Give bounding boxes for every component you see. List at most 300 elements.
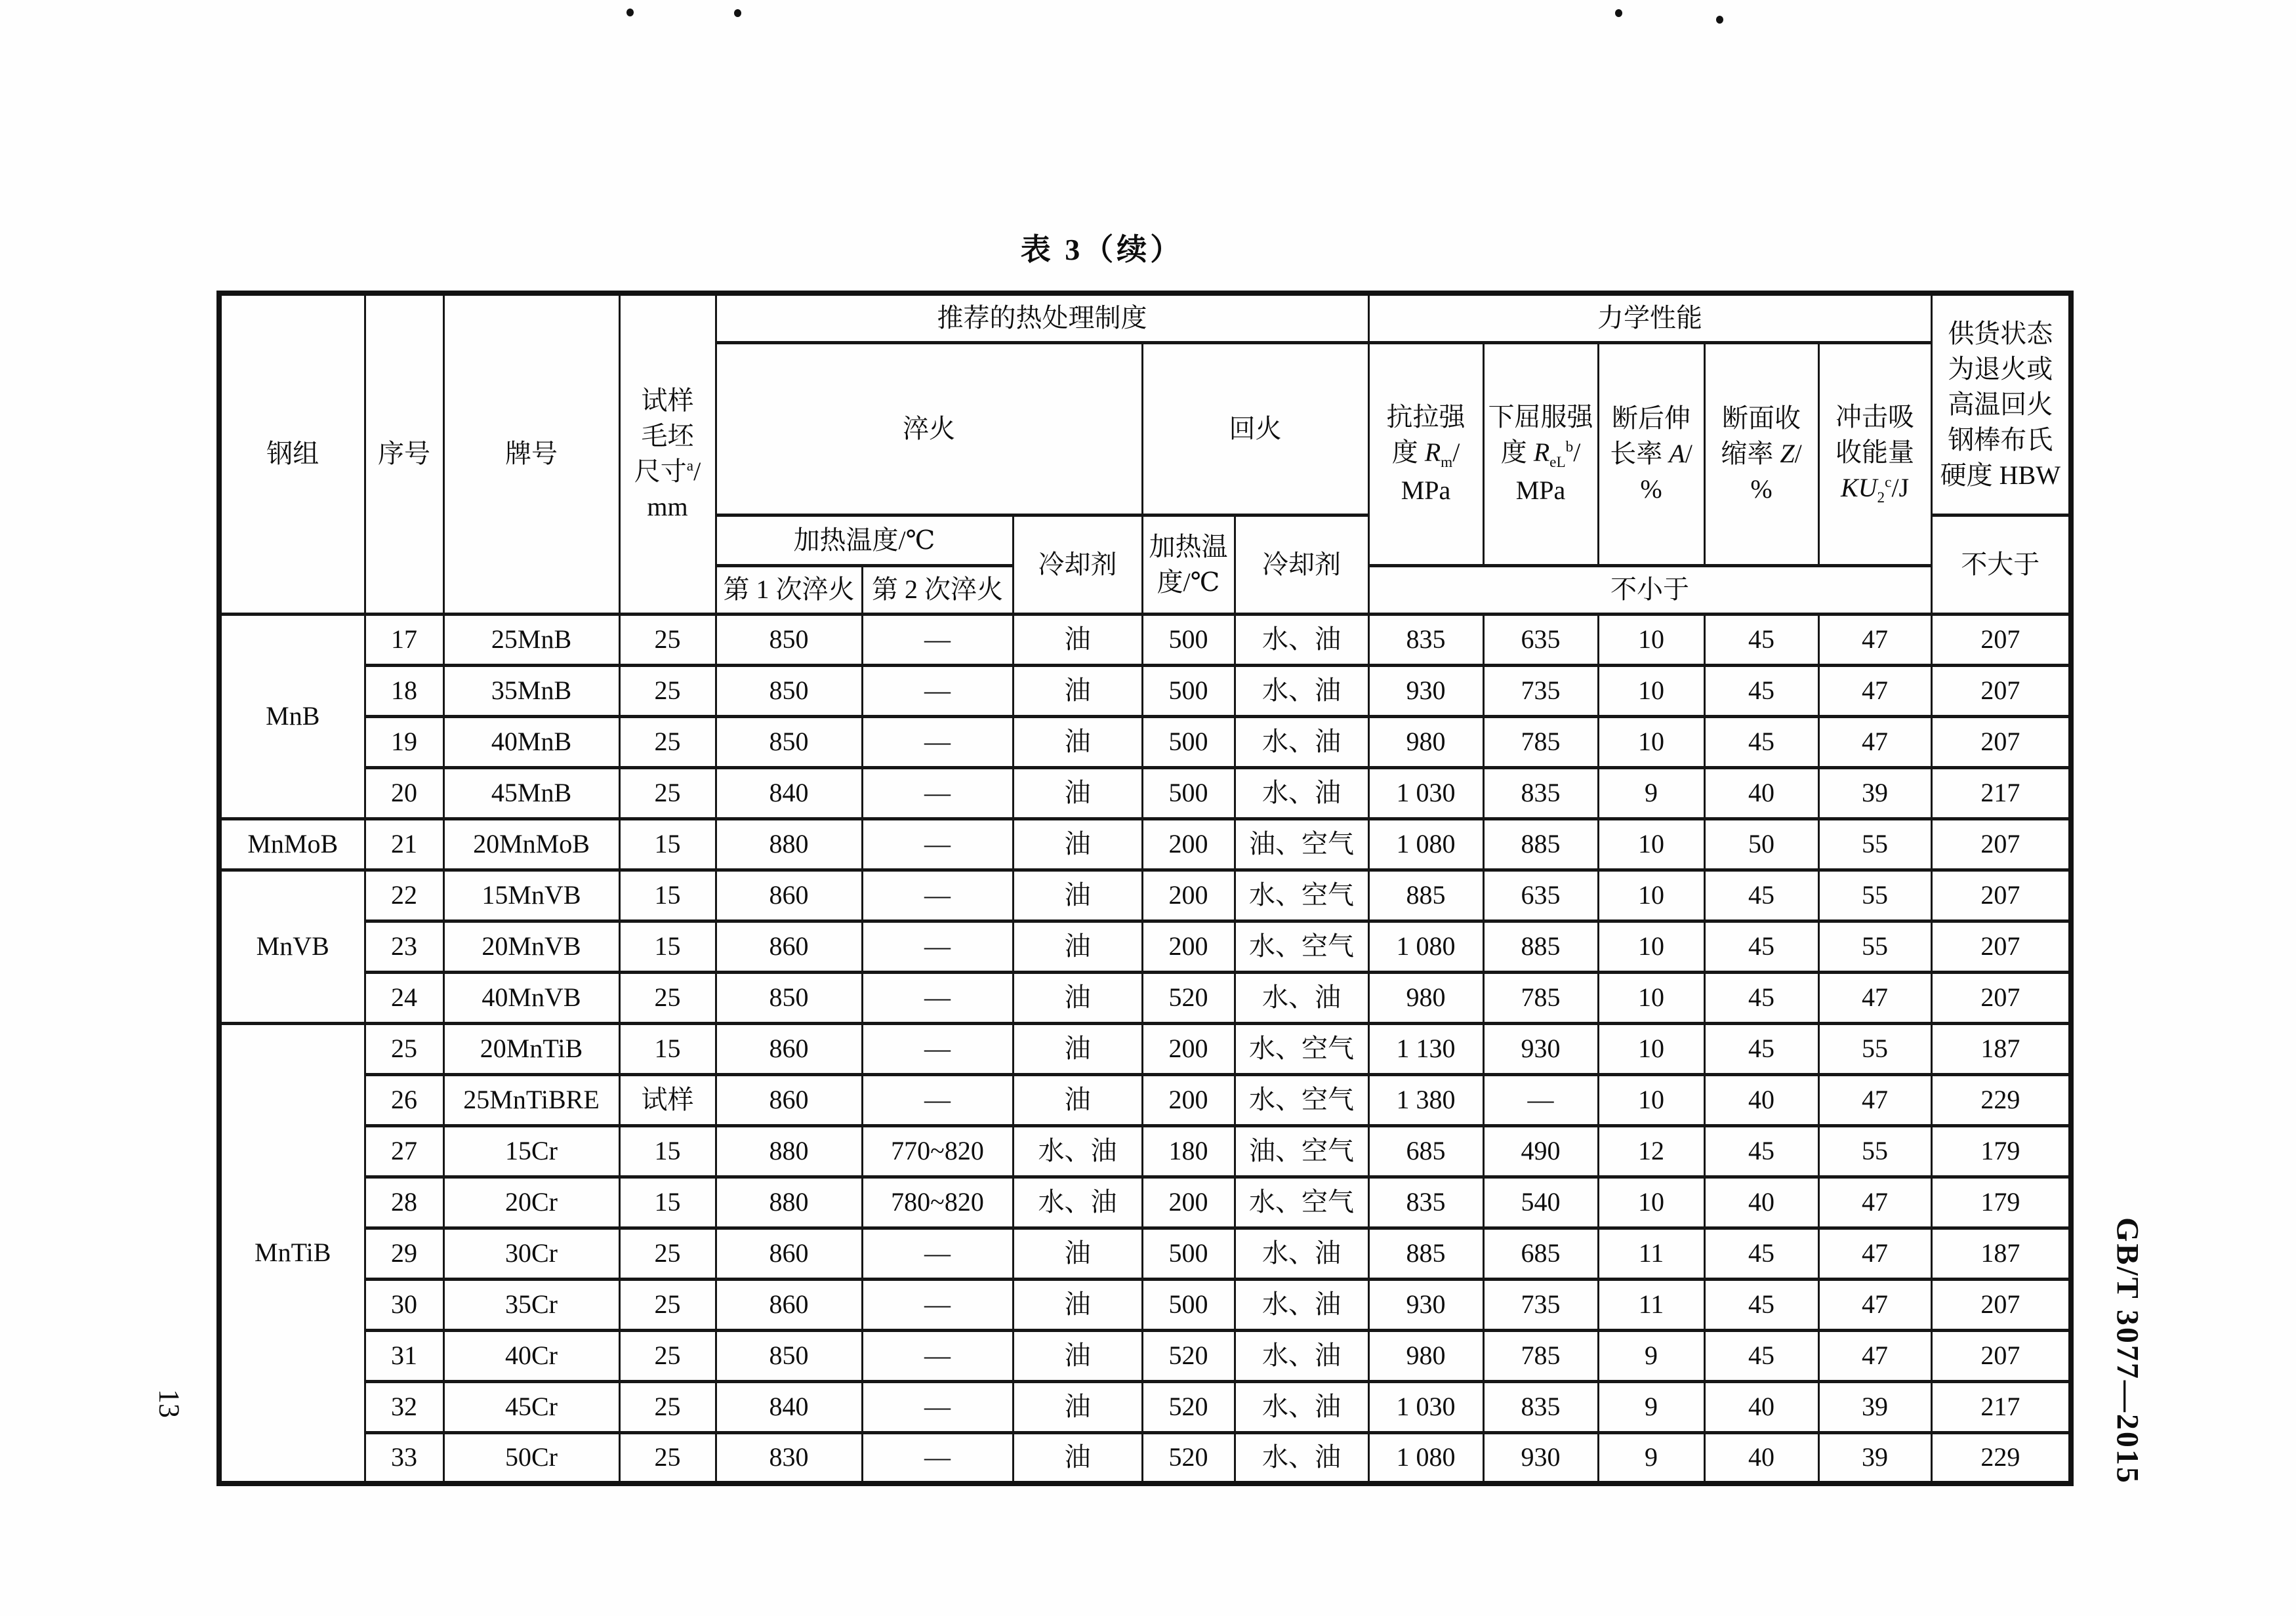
group-cell: MnB [219, 614, 365, 818]
cell-grade: 45MnB [443, 767, 619, 818]
cell-serial: 23 [365, 921, 443, 972]
cell-rm: 980 [1368, 1330, 1483, 1381]
cell-serial: 25 [365, 1023, 443, 1074]
cell-serial: 24 [365, 972, 443, 1023]
cell-reduction: 40 [1704, 1381, 1818, 1432]
specimen-line3: 尺寸 [634, 456, 687, 487]
cell-hardness: 207 [1931, 1279, 2071, 1330]
table-row [219, 614, 2071, 665]
cell-reduction: 45 [1704, 665, 1818, 716]
cell-size: 15 [619, 921, 716, 972]
cell-serial: 28 [365, 1177, 443, 1228]
cell-serial: 26 [365, 1074, 443, 1125]
cell-temper-coolant: 水、油 [1235, 665, 1368, 716]
cell-quench1-temp: 830 [716, 1432, 862, 1484]
table-row [219, 665, 2071, 716]
header-recommended-heat-treatment: 推荐的热处理制度 [716, 293, 1368, 342]
temper-heat-line1: 加热温 [1149, 531, 1228, 561]
header-first-quench: 第 1 次淬火 [716, 565, 862, 614]
cell-impact: 47 [1818, 1228, 1931, 1279]
impact-line1: 冲击吸 [1835, 401, 1915, 432]
cell-size: 25 [619, 1432, 716, 1484]
cell-quench-coolant: 油 [1013, 614, 1142, 665]
ink-speck [626, 9, 634, 16]
cell-temper-temp: 500 [1142, 716, 1235, 767]
cell-serial: 32 [365, 1381, 443, 1432]
header-quench-coolant: 冷却剂 [1013, 515, 1142, 614]
cell-grade: 40MnB [443, 716, 619, 767]
group-cell: MnVB [219, 870, 365, 1023]
cell-reduction: 45 [1704, 1279, 1818, 1330]
cell-quench-coolant: 水、油 [1013, 1177, 1142, 1228]
ink-speck [1716, 16, 1723, 24]
cell-temper-temp: 200 [1142, 1023, 1235, 1074]
cell-impact: 47 [1818, 665, 1931, 716]
cell-grade: 35MnB [443, 665, 619, 716]
cell-quench1-temp: 880 [716, 1125, 862, 1177]
cell-elongation: 10 [1598, 1074, 1704, 1125]
cell-grade: 20MnVB [443, 921, 619, 972]
cell-size: 15 [619, 1023, 716, 1074]
delivery-line4: 钢棒布氏 [1948, 424, 2053, 455]
cell-hardness: 207 [1931, 870, 2071, 921]
cell-impact: 47 [1818, 972, 1931, 1023]
cell-rel: 785 [1483, 972, 1598, 1023]
cell-size: 试样 [619, 1074, 716, 1125]
elong-unit: % [1640, 474, 1662, 504]
cell-quench-coolant: 油 [1013, 1432, 1142, 1484]
delivery-line3: 高温回火 [1948, 389, 2053, 419]
cell-rel: 835 [1483, 1381, 1598, 1432]
impact-subscript: 2 [1877, 489, 1885, 506]
cell-reduction: 45 [1704, 1228, 1818, 1279]
table-row [219, 1432, 2071, 1484]
cell-rel: 685 [1483, 1228, 1598, 1279]
cell-temper-temp: 200 [1142, 1074, 1235, 1125]
cell-rm: 1 380 [1368, 1074, 1483, 1125]
cell-temper-temp: 500 [1142, 767, 1235, 818]
table-title: 表 3（续） [1020, 233, 1184, 266]
group-cell: MnMoB [219, 818, 365, 870]
cell-quench-coolant: 油 [1013, 870, 1142, 921]
cell-grade: 35Cr [443, 1279, 619, 1330]
cell-serial: 18 [365, 665, 443, 716]
cell-size: 25 [619, 1330, 716, 1381]
cell-hardness: 187 [1931, 1023, 2071, 1074]
cell-rm: 1 030 [1368, 1381, 1483, 1432]
cell-rel: 735 [1483, 1279, 1598, 1330]
cell-temper-coolant: 水、油 [1235, 767, 1368, 818]
ink-speck [734, 9, 741, 17]
cell-grade: 40MnVB [443, 972, 619, 1023]
cell-rm: 980 [1368, 972, 1483, 1023]
specimen-slash: / [693, 456, 701, 487]
cell-elongation: 10 [1598, 1177, 1704, 1228]
cell-rm: 930 [1368, 665, 1483, 716]
header-yield-strength [1483, 342, 1598, 565]
cell-temper-coolant: 水、空气 [1235, 1177, 1368, 1228]
cell-elongation: 10 [1598, 921, 1704, 972]
cell-temper-temp: 200 [1142, 818, 1235, 870]
table-row [219, 1381, 2071, 1432]
cell-temper-coolant: 水、空气 [1235, 1074, 1368, 1125]
cell-impact: 55 [1818, 921, 1931, 972]
cell-size: 25 [619, 665, 716, 716]
cell-rm: 1 080 [1368, 1432, 1483, 1484]
cell-elongation: 9 [1598, 767, 1704, 818]
delivery-line2: 为退火或 [1948, 354, 2053, 384]
header-row [219, 293, 2071, 342]
cell-serial: 27 [365, 1125, 443, 1177]
cell-hardness: 207 [1931, 614, 2071, 665]
cell-serial: 19 [365, 716, 443, 767]
cell-reduction: 40 [1704, 1074, 1818, 1125]
cell-impact: 47 [1818, 1279, 1931, 1330]
header-quench: 淬火 [716, 342, 1142, 515]
cell-reduction: 45 [1704, 1330, 1818, 1381]
cell-hardness: 207 [1931, 1330, 2071, 1381]
header-temper: 回火 [1142, 342, 1368, 515]
footnote-a-marker: a [686, 457, 694, 475]
cell-impact: 55 [1818, 870, 1931, 921]
reduction-unit: % [1750, 474, 1773, 504]
rel-slash: / [1573, 437, 1581, 467]
cell-rm: 1 080 [1368, 818, 1483, 870]
cell-serial: 22 [365, 870, 443, 921]
cell-grade: 25MnB [443, 614, 619, 665]
cell-quench1-temp: 840 [716, 767, 862, 818]
header-grade: 牌号 [443, 293, 619, 614]
cell-hardness: 207 [1931, 921, 2071, 972]
cell-rel: 885 [1483, 818, 1598, 870]
cell-reduction: 45 [1704, 870, 1818, 921]
steel-heat-treatment-table [216, 291, 2074, 1486]
cell-quench2-temp: — [862, 1023, 1013, 1074]
cell-serial: 29 [365, 1228, 443, 1279]
cell-rm: 685 [1368, 1125, 1483, 1177]
cell-elongation: 10 [1598, 870, 1704, 921]
reduction-symbol: Z [1780, 439, 1795, 468]
cell-impact: 47 [1818, 716, 1931, 767]
cell-reduction: 45 [1704, 921, 1818, 972]
cell-rel: 490 [1483, 1125, 1598, 1177]
cell-elongation: 10 [1598, 716, 1704, 767]
cell-temper-coolant: 水、油 [1235, 1228, 1368, 1279]
cell-elongation: 12 [1598, 1125, 1704, 1177]
cell-rel: 930 [1483, 1023, 1598, 1074]
cell-reduction: 45 [1704, 972, 1818, 1023]
header-not-less-than: 不小于 [1368, 565, 1931, 614]
specimen-unit: mm [647, 492, 688, 522]
table-row [219, 1228, 2071, 1279]
cell-rel: — [1483, 1074, 1598, 1125]
cell-quench2-temp: — [862, 1330, 1013, 1381]
cell-quench1-temp: 850 [716, 614, 862, 665]
cell-hardness: 187 [1931, 1228, 2071, 1279]
header-mechanical-properties: 力学性能 [1368, 293, 1931, 342]
cell-temper-temp: 520 [1142, 972, 1235, 1023]
cell-quench2-temp: — [862, 665, 1013, 716]
cell-quench1-temp: 880 [716, 1177, 862, 1228]
header-steel-group: 钢组 [219, 293, 365, 614]
cell-impact: 47 [1818, 1074, 1931, 1125]
cell-quench1-temp: 850 [716, 972, 862, 1023]
cell-quench2-temp: — [862, 972, 1013, 1023]
specimen-line2: 毛坯 [641, 421, 694, 451]
cell-size: 15 [619, 1125, 716, 1177]
header-second-quench: 第 2 次淬火 [862, 565, 1013, 614]
cell-serial: 30 [365, 1279, 443, 1330]
cell-elongation: 10 [1598, 972, 1704, 1023]
cell-elongation: 9 [1598, 1432, 1704, 1484]
cell-impact: 47 [1818, 1177, 1931, 1228]
cell-impact: 55 [1818, 818, 1931, 870]
cell-quench1-temp: 860 [716, 1074, 862, 1125]
standard-code-vertical: GB/T 3077—2015 [2110, 1217, 2145, 1485]
cell-temper-coolant: 水、油 [1235, 1279, 1368, 1330]
cell-grade: 20MnMoB [443, 818, 619, 870]
cell-elongation: 11 [1598, 1228, 1704, 1279]
cell-quench2-temp: — [862, 870, 1013, 921]
cell-rm: 885 [1368, 870, 1483, 921]
table-row [219, 1330, 2071, 1381]
cell-temper-temp: 200 [1142, 870, 1235, 921]
rel-unit: MPa [1515, 475, 1566, 506]
cell-reduction: 40 [1704, 767, 1818, 818]
cell-quench2-temp: — [862, 1228, 1013, 1279]
rm-unit: MPa [1401, 475, 1451, 506]
cell-impact: 39 [1818, 767, 1931, 818]
cell-quench1-temp: 860 [716, 870, 862, 921]
cell-elongation: 10 [1598, 665, 1704, 716]
cell-temper-coolant: 水、油 [1235, 1432, 1368, 1484]
cell-elongation: 10 [1598, 1023, 1704, 1074]
cell-quench2-temp: — [862, 614, 1013, 665]
cell-quench-coolant: 油 [1013, 1074, 1142, 1125]
cell-quench2-temp: — [862, 1432, 1013, 1484]
table-row [219, 1074, 2071, 1125]
cell-quench-coolant: 油 [1013, 1228, 1142, 1279]
cell-quench-coolant: 油 [1013, 1330, 1142, 1381]
table-row [219, 767, 2071, 818]
cell-temper-coolant: 水、空气 [1235, 921, 1368, 972]
cell-temper-coolant: 油、空气 [1235, 818, 1368, 870]
cell-reduction: 45 [1704, 1125, 1818, 1177]
rel-line2: 度 [1500, 437, 1534, 467]
cell-temper-temp: 500 [1142, 665, 1235, 716]
table-row [219, 870, 2071, 921]
cell-quench-coolant: 水、油 [1013, 1125, 1142, 1177]
cell-quench-coolant: 油 [1013, 818, 1142, 870]
cell-quench1-temp: 880 [716, 818, 862, 870]
cell-quench1-temp: 850 [716, 1330, 862, 1381]
cell-temper-temp: 200 [1142, 921, 1235, 972]
cell-quench2-temp: — [862, 1279, 1013, 1330]
cell-reduction: 50 [1704, 818, 1818, 870]
header-temper-heating-temp [1142, 515, 1235, 614]
header-reduction-of-area [1704, 342, 1818, 565]
cell-rel: 785 [1483, 716, 1598, 767]
cell-rel: 785 [1483, 1330, 1598, 1381]
rel-line1: 下屈服强 [1488, 401, 1593, 432]
cell-rm: 1 130 [1368, 1023, 1483, 1074]
cell-rm: 930 [1368, 1279, 1483, 1330]
cell-grade: 40Cr [443, 1330, 619, 1381]
ink-speck [1615, 9, 1622, 17]
cell-quench1-temp: 860 [716, 1279, 862, 1330]
cell-rm: 885 [1368, 1228, 1483, 1279]
table-row [219, 818, 2071, 870]
cell-temper-coolant: 水、油 [1235, 1330, 1368, 1381]
cell-elongation: 11 [1598, 1279, 1704, 1330]
cell-quench-coolant: 油 [1013, 921, 1142, 972]
cell-size: 25 [619, 767, 716, 818]
cell-quench1-temp: 840 [716, 1381, 862, 1432]
rel-symbol: R [1533, 437, 1550, 467]
cell-quench2-temp: 770~820 [862, 1125, 1013, 1177]
cell-temper-temp: 500 [1142, 614, 1235, 665]
cell-temper-temp: 500 [1142, 1228, 1235, 1279]
cell-serial: 31 [365, 1330, 443, 1381]
table-row [219, 921, 2071, 972]
cell-quench2-temp: — [862, 716, 1013, 767]
cell-temper-coolant: 油、空气 [1235, 1125, 1368, 1177]
cell-grade: 25MnTiBRE [443, 1074, 619, 1125]
header-elongation [1598, 342, 1704, 565]
impact-unit: /J [1891, 472, 1910, 502]
footnote-b-marker: b [1565, 438, 1574, 456]
cell-quench1-temp: 860 [716, 921, 862, 972]
cell-hardness: 207 [1931, 972, 2071, 1023]
cell-quench1-temp: 850 [716, 716, 862, 767]
cell-size: 25 [619, 1228, 716, 1279]
elong-symbol: A [1669, 439, 1685, 468]
cell-size: 25 [619, 1381, 716, 1432]
cell-temper-temp: 520 [1142, 1330, 1235, 1381]
cell-size: 15 [619, 1177, 716, 1228]
cell-rm: 835 [1368, 1177, 1483, 1228]
cell-grade: 15Cr [443, 1125, 619, 1177]
header-specimen-size [619, 293, 716, 614]
cell-rm: 835 [1368, 614, 1483, 665]
elong-line2: 长率 [1610, 439, 1670, 468]
cell-quench-coolant: 油 [1013, 1279, 1142, 1330]
cell-temper-coolant: 水、空气 [1235, 870, 1368, 921]
cell-temper-coolant: 水、油 [1235, 1381, 1368, 1432]
cell-hardness: 217 [1931, 767, 2071, 818]
cell-serial: 33 [365, 1432, 443, 1484]
impact-line2: 收能量 [1835, 437, 1915, 467]
header-serial-no: 序号 [365, 293, 443, 614]
cell-size: 25 [619, 972, 716, 1023]
cell-rel: 735 [1483, 665, 1598, 716]
cell-hardness: 179 [1931, 1177, 2071, 1228]
cell-quench2-temp: — [862, 921, 1013, 972]
cell-serial: 21 [365, 818, 443, 870]
cell-impact: 55 [1818, 1125, 1931, 1177]
cell-hardness: 207 [1931, 818, 2071, 870]
elong-slash: / [1685, 439, 1692, 468]
table-row [219, 1023, 2071, 1074]
cell-quench-coolant: 油 [1013, 972, 1142, 1023]
header-impact-energy [1818, 342, 1931, 565]
cell-hardness: 229 [1931, 1074, 2071, 1125]
cell-hardness: 207 [1931, 716, 2071, 767]
cell-temper-coolant: 水、油 [1235, 614, 1368, 665]
cell-temper-coolant: 水、油 [1235, 972, 1368, 1023]
delivery-line5: 硬度 HBW [1940, 460, 2060, 490]
cell-hardness: 179 [1931, 1125, 2071, 1177]
cell-impact: 47 [1818, 1330, 1931, 1381]
rm-symbol: R [1424, 437, 1441, 467]
cell-reduction: 45 [1704, 716, 1818, 767]
page-number-vertical: 13 [153, 1389, 186, 1418]
cell-quench1-temp: 850 [716, 665, 862, 716]
table-row [219, 1177, 2071, 1228]
cell-reduction: 45 [1704, 614, 1818, 665]
cell-grade: 20MnTiB [443, 1023, 619, 1074]
cell-quench2-temp: 780~820 [862, 1177, 1013, 1228]
cell-rel: 885 [1483, 921, 1598, 972]
cell-elongation: 10 [1598, 818, 1704, 870]
cell-rm: 980 [1368, 716, 1483, 767]
table-row [219, 1279, 2071, 1330]
cell-temper-coolant: 水、空气 [1235, 1023, 1368, 1074]
reduction-line1: 断面收 [1722, 403, 1801, 433]
cell-hardness: 207 [1931, 665, 2071, 716]
header-tensile-strength [1368, 342, 1483, 565]
cell-reduction: 40 [1704, 1432, 1818, 1484]
delivery-line1: 供货状态 [1948, 318, 2053, 348]
table-row [219, 1125, 2071, 1177]
cell-rm: 1 080 [1368, 921, 1483, 972]
rm-line1: 抗拉强 [1386, 401, 1466, 432]
group-cell: MnTiB [219, 1023, 365, 1484]
cell-size: 25 [619, 614, 716, 665]
rel-subscript: eL [1549, 453, 1566, 471]
cell-temper-temp: 500 [1142, 1279, 1235, 1330]
cell-size: 25 [619, 1279, 716, 1330]
specimen-line1: 试样 [641, 386, 694, 416]
cell-quench-coolant: 油 [1013, 716, 1142, 767]
cell-elongation: 9 [1598, 1330, 1704, 1381]
cell-quench2-temp: — [862, 1381, 1013, 1432]
table-row [219, 972, 2071, 1023]
cell-impact: 39 [1818, 1432, 1931, 1484]
cell-quench1-temp: 860 [716, 1228, 862, 1279]
header-delivery-hardness [1931, 293, 2071, 515]
cell-temper-temp: 520 [1142, 1381, 1235, 1432]
cell-hardness: 217 [1931, 1381, 2071, 1432]
cell-quench-coolant: 油 [1013, 1023, 1142, 1074]
cell-quench-coolant: 油 [1013, 1381, 1142, 1432]
cell-quench2-temp: — [862, 818, 1013, 870]
reduction-slash: / [1794, 439, 1802, 468]
temper-heat-line2: 度/℃ [1157, 567, 1220, 597]
cell-rel: 540 [1483, 1177, 1598, 1228]
reduction-line2: 缩率 [1721, 439, 1780, 468]
rm-slash: / [1452, 437, 1460, 467]
cell-hardness: 229 [1931, 1432, 2071, 1484]
cell-temper-temp: 180 [1142, 1125, 1235, 1177]
cell-quench-coolant: 油 [1013, 665, 1142, 716]
table-row [219, 716, 2071, 767]
cell-grade: 30Cr [443, 1228, 619, 1279]
elong-line1: 断后伸 [1612, 403, 1691, 433]
cell-quench2-temp: — [862, 767, 1013, 818]
cell-impact: 39 [1818, 1381, 1931, 1432]
cell-reduction: 40 [1704, 1177, 1818, 1228]
